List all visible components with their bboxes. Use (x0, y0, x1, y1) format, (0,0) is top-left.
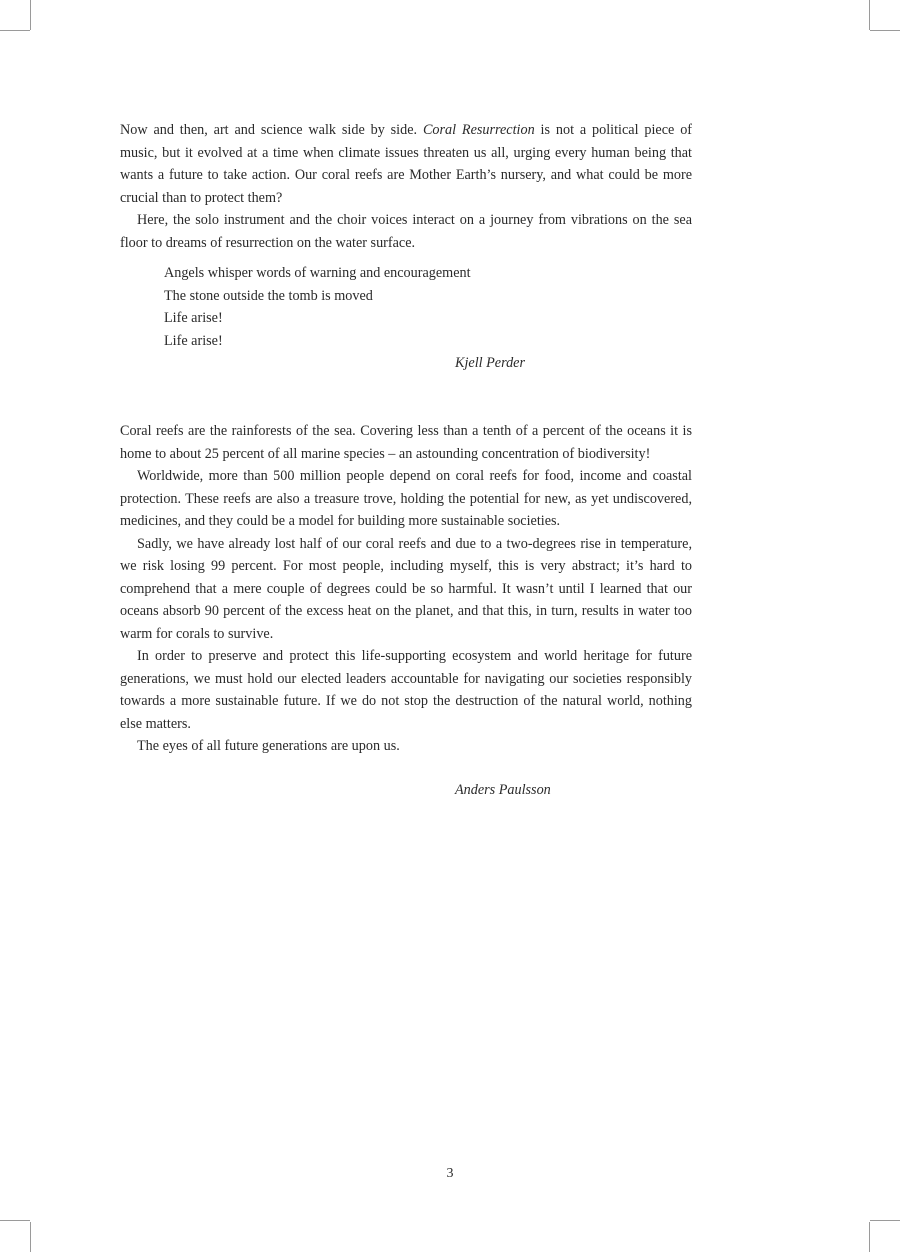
crop-mark-top-right-vertical (869, 0, 870, 30)
crop-mark-bottom-left-horizontal (0, 1220, 30, 1221)
verse-line: Angels whisper words of warning and encouragement (164, 265, 471, 281)
soloist-note-paragraph-5: The eyes of all future generations are upon us. (137, 738, 400, 754)
composer-note-paragraph-2: Here, the solo instrument and the choir voices interact on a journey from vibrations on the sea floor to dreams of resurrection on the water surface. (120, 212, 692, 251)
composer-note (120, 119, 692, 254)
verse-line: The stone outside the tomb is moved (164, 287, 373, 304)
signature-anders-paulsson: Anders Paulsson (455, 782, 551, 798)
verse-line: Life arise! (164, 310, 223, 326)
soloist-note-paragraph-4: In order to preserve and protect this life-supporting ecosystem and world heritage for future generations, we must hold our elected leaders accountable for navigating our societies responsibly towards a more sustainable future. If we do not stop the destruction of the natural world, nothing else matters. (120, 648, 692, 732)
crop-mark-top-left-horizontal (0, 30, 30, 31)
work-title: Coral Resurrection (422, 122, 535, 138)
verse (164, 262, 471, 352)
page-number: 3 (446, 1166, 454, 1181)
soloist-note (120, 420, 692, 758)
crop-mark-top-right-horizontal (870, 30, 900, 31)
crop-mark-top-left-vertical (30, 0, 31, 30)
soloist-note-paragraph-1: Coral reefs are the rainforests of the sea. Covering less than a tenth of a percent of the oceans it is home to about 25 percent of all marine species – an astounding concentration of biodiversity! (120, 423, 692, 462)
crop-mark-bottom-left-vertical (30, 1222, 31, 1252)
verse-line: Life arise! (164, 332, 223, 349)
crop-mark-bottom-right-horizontal (870, 1220, 900, 1221)
crop-mark-bottom-right-vertical (869, 1222, 870, 1252)
soloist-note-paragraph-3: Sadly, we have already lost half of our coral reefs and due to a two-degrees rise in temperature, we risk losing 99 percent. For most people, including myself, this is very abstract; it’s hard to comprehend that a mere couple of degrees could be so harmful. It wasn’t until I learned that our oceans absorb 90 percent of the excess heat on the planet, and that this, in turn, results in water too warm for corals to survive. (120, 535, 692, 642)
composer-note-paragraph-1: Now and then, art and science walk side by side. Coral Resurrection is not a political piece of music, but it evolved at a time when climate issues threaten us all, urging every human being that wants a future to take action. Our coral reefs are Mother Earth’s nursery, and what could be more crucial than to protect them? (120, 122, 693, 206)
signature-kjell-perder: Kjell Perder (455, 355, 526, 371)
soloist-note-paragraph-2: Worldwide, more than 500 million people depend on coral reefs for food, income and coastal protection. These reefs are also a treasure trove, holding the potential for new, as yet undiscovered, medicines, and they could be a model for building more sustainable societies. (120, 468, 692, 529)
